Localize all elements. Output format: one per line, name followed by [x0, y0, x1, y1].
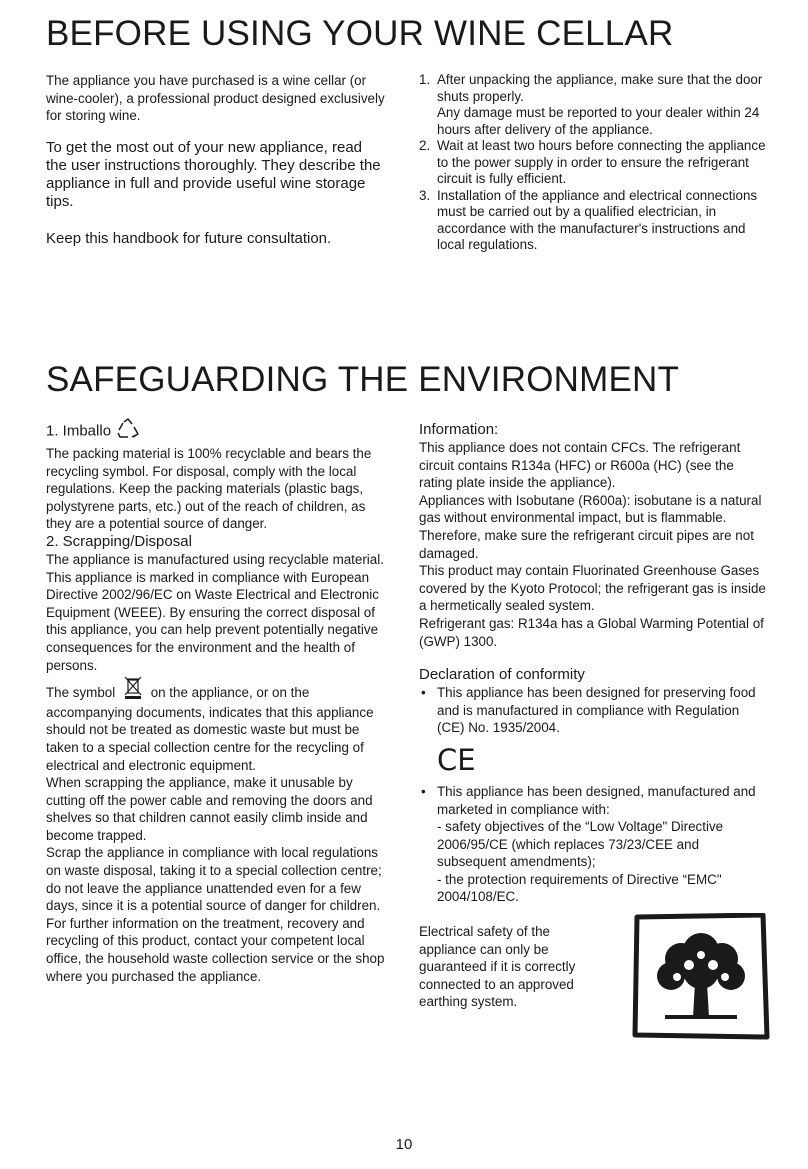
recycle-icon	[115, 418, 141, 445]
imballo-text: The packing material is 100% recyclable and bears the recycling symbol. For disposal, comply with the local regulations. Keep the packing materials (plastic bags, polystyrene parts, etc.) out of the reach of children, as they are a potential source of danger.	[46, 446, 372, 532]
earthing-tree-icon	[631, 913, 771, 1046]
before-right-column	[419, 72, 767, 254]
electrical-safety-paragraph: Electrical safety of the appliance can only be guaranteed if it is correctly connected to an approved earthing system.	[419, 924, 576, 1010]
environment-right-column	[419, 421, 767, 1033]
step-item: Any damage must be reported to your dealer within 24 hours after delivery of the appliance.	[437, 105, 760, 137]
scrapping-heading: 2. Scrapping/Disposal	[46, 532, 192, 550]
electrical-block	[419, 923, 767, 1033]
isobutane-paragraph: Appliances with Isobutane (R600a): isobutane is a natural gas without environmental impact, but is flammable. Therefore, make sure the refrigerant circuit pipes are not damaged.	[419, 492, 762, 561]
symbol-paragraph: The symbol on the appliance, or on the accompanying documents, indicates that this appliance should not be treated as domestic waste but must be taken to a special collection centre for the recycling of electrical and electronic equipment.	[46, 683, 392, 774]
further-info-paragraph: For further information on the treatment, recovery and recycling of this product, contact your competent local office, the household waste collection service or the shop where you purchased the appliance.	[46, 915, 385, 984]
declaration-heading: Declaration of conformity	[419, 666, 585, 684]
step-item: 3. Installation of the appliance and electrical connections must be carried out by a qualified electrician, in accordance with the manufacturer's instructions and local regulations.	[419, 187, 758, 252]
step-item: 1. After unpacking the appliance, make sure that the door shuts properly.	[419, 72, 763, 104]
svg-text:CE: CE	[437, 742, 475, 775]
declaration-list-2	[419, 783, 767, 906]
instructions-paragraph: To get the most out of your new appliance, read the user instructions thoroughly. They describe the appliance in full and provide useful wine storage tips.	[46, 138, 381, 210]
waste-disposal-paragraph: Scrap the appliance in compliance with local regulations on waste disposal, taking it to a special collection centre; do not leave the appliance unattended even for a few days, since it is a potential source of danger for children.	[46, 845, 382, 914]
declaration-list	[419, 684, 767, 737]
information-paragraph: This appliance does not contain CFCs. The refrigerant circuit contains R134a (HFC) or R600a (HC) (see the rating plate inside the appliance).	[419, 440, 741, 491]
weee-paragraph: This appliance is marked in compliance with European Directive 2002/96/EC on Waste Electrical and Electronic Equipment (WEEE). By ensuring the correct disposal of this appliance, you can help prevent potentially negative consequences for the environment and the health of persons.	[46, 569, 379, 673]
intro-paragraph: The appliance you have purchased is a wine cellar (or wine-cooler), a professional product designed exclusively for storing wine.	[46, 73, 385, 124]
greenhouse-paragraph: This product may contain Fluorinated Greenhouse Gases covered by the Kyoto Protocol; the refrigerant gas is inside a hermetically sealed system.	[419, 563, 766, 614]
gwp-paragraph: Refrigerant gas: R134a has a Global Warming Potential of (GWP) 1300.	[419, 615, 764, 649]
environment-title: SAFEGUARDING THE ENVIRONMENT	[46, 360, 680, 399]
page-number: 10	[395, 1136, 413, 1153]
before-title: BEFORE USING YOUR WINE CELLAR	[46, 14, 674, 53]
environment-left-column	[46, 418, 392, 985]
imballo-heading: 1. Imballo	[46, 418, 392, 445]
crossed-bin-icon	[123, 675, 143, 704]
step-item: 2. Wait at least two hours before connecting the appliance to the power supply in order to ensure the refrigerant circuit is fully efficient.	[419, 138, 766, 186]
ce-mark	[435, 743, 767, 777]
scrapping-paragraph: The appliance is manufactured using recyclable material.	[46, 551, 384, 567]
setup-steps	[419, 72, 767, 254]
declaration-item: • This appliance has been designed, manufactured and marketed in compliance with: - safety objectives of the “Low Voltage" Directive 2006/95/CE (which replaces 73/23/CEE and subsequent amendments); - the protection requirements of Directive “EMC" 2004/108/EC.	[421, 783, 756, 905]
handbook-paragraph: Keep this handbook for future consultation.	[46, 229, 332, 247]
information-heading: Information:	[419, 421, 499, 438]
before-left-column	[46, 72, 386, 248]
declaration-item: • This appliance has been designed for preserving food and is manufactured in compliance with Regulation (CE) No. 1935/2004.	[421, 685, 756, 736]
scrapping-unusable-paragraph: When scrapping the appliance, make it unusable by cutting off the power cable and removing the doors and shelves so that children cannot easily climb inside and become trapped.	[46, 775, 373, 843]
